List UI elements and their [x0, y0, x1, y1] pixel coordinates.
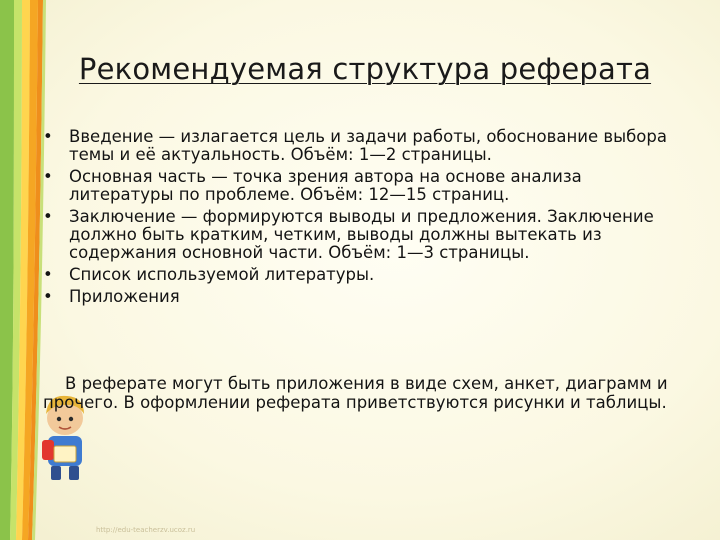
list-item — [40, 128, 690, 164]
bullet-marker: • — [43, 167, 53, 186]
list-item-text: Приложения — [69, 287, 180, 306]
list-item-text: Заключение — формируются выводы и предложения. Заключение должно быть кратким, четким, выводы должны вытекать из содержания основной части. Объём: 1—3 страницы. — [69, 207, 654, 262]
list-item — [40, 168, 690, 204]
note-paragraph: В реферате могут быть приложения в виде схем, анкет, диаграмм и прочего. В оформлении реферата приветствуются рисунки и таблицы. — [43, 374, 668, 412]
list-item-text: Список используемой литературы. — [69, 265, 375, 284]
bullet-marker: • — [43, 207, 53, 226]
list-item-text: Основная часть — точка зрения автора на основе анализа литературы по проблеме. Объём: 12—15 страниц. — [69, 167, 582, 204]
bullet-marker: • — [43, 127, 53, 146]
footer-url: http://edu-teacherzv.ucoz.ru — [96, 526, 196, 534]
slide-title: Рекомендуемая структура реферата — [78, 52, 652, 86]
bullet-list — [40, 128, 690, 310]
list-item-text: Введение — излагается цель и задачи работы, обоснование выбора темы и её актуальность. Объём: 1—2 страницы. — [69, 127, 667, 164]
bullet-marker: • — [43, 287, 53, 306]
list-item — [40, 266, 690, 284]
list-item — [40, 208, 690, 262]
list-item — [40, 288, 690, 306]
bullet-marker: • — [43, 265, 53, 284]
